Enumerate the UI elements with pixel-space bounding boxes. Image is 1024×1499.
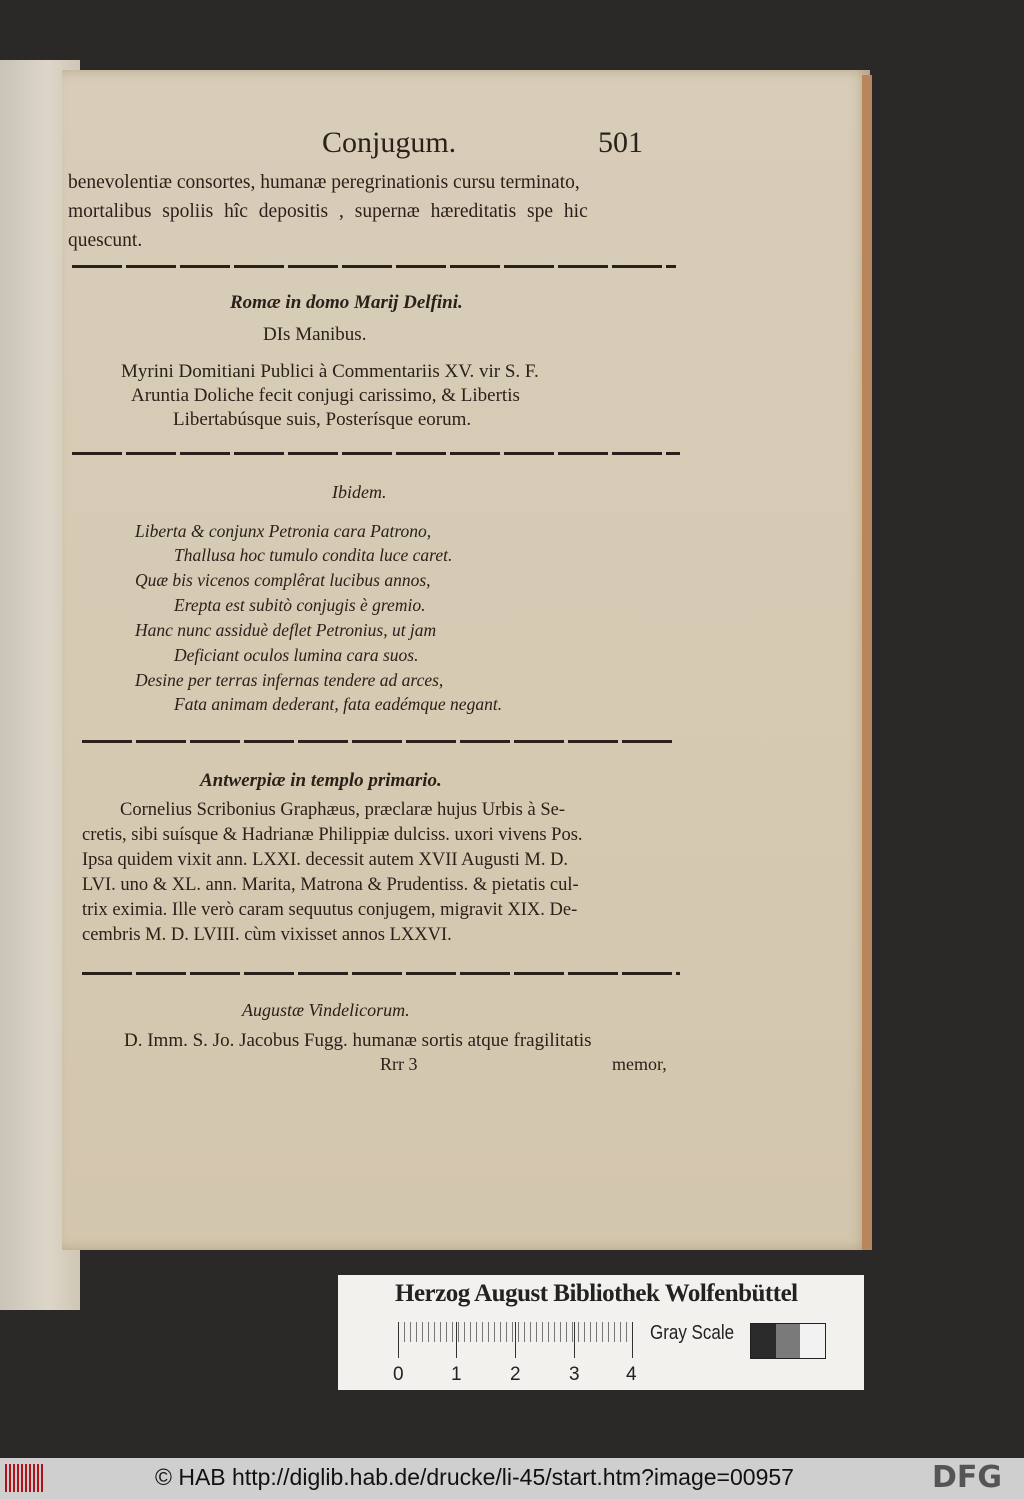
hab-logo-icon: [5, 1464, 43, 1492]
text-line: LVI. uno & XL. ann. Marita, Matrona & Prudentiss. & pietatis cul-: [82, 875, 579, 895]
text-line: Myrini Domitiani Publici à Commentariis XV. vir S. F.: [121, 361, 539, 382]
verse-line: Erepta est subitò conjugis è gremio.: [174, 595, 426, 615]
signature-mark: Rrr 3: [380, 1054, 418, 1074]
dfg-logo: DFG: [932, 1460, 1003, 1495]
verse-line: Hanc nunc assiduè deflet Petronius, ut jam: [135, 620, 437, 640]
verse-line: Liberta & conjunx Petronia cara Patrono,: [135, 521, 432, 541]
copyright-link[interactable]: © HAB http://diglib.hab.de/drucke/li-45/start.htm?image=00957: [155, 1464, 794, 1490]
verse-line: Quæ bis vicenos complêrat lucibus annos,: [135, 570, 431, 590]
gray-scale-swatch: [750, 1323, 826, 1359]
page-number: 501: [598, 126, 643, 159]
catchword: memor,: [612, 1054, 667, 1074]
text-line: cretis, sibi suísque & Hadrianæ Philippiæ dulciss. uxori vivens Pos.: [82, 825, 583, 845]
section-divider: [72, 265, 676, 268]
gray-scale-label: Gray Scale: [650, 1322, 735, 1344]
swatch-light: [800, 1324, 825, 1358]
section-heading: Ibidem.: [332, 482, 387, 502]
ruler-tick: [456, 1322, 457, 1358]
text-line: DIs Manibus.: [263, 324, 367, 345]
ruler-number: 2: [510, 1364, 521, 1385]
ruler-tick: [515, 1322, 516, 1358]
section-heading: Romæ in domo Marij Delfini.: [230, 292, 463, 313]
text-line: Ipsa quidem vixit ann. LXXI. decessit autem XVII Augusti M. D.: [82, 850, 569, 870]
text-line: quescunt.: [68, 230, 143, 251]
library-name: Herzog August Bibliothek Wolfenbüttel: [395, 1280, 798, 1307]
verse-line: Thallusa hoc tumulo condita luce caret.: [174, 545, 453, 565]
verse-line: Deficiant oculos lumina cara suos.: [174, 645, 419, 665]
section-divider: [72, 452, 680, 455]
text-line: D. Imm. S. Jo. Jacobus Fugg. humanæ sortis atque fragilitatis: [124, 1030, 592, 1051]
ruler: [398, 1322, 634, 1342]
text-line: benevolentiæ consortes, humanæ peregrinationis cursu terminato,: [68, 172, 580, 193]
section-divider: [82, 972, 680, 975]
swatch-mid: [776, 1324, 801, 1358]
text-line: cembris M. D. LVIII. cùm vixisset annos LXXVI.: [82, 925, 452, 945]
swatch-dark: [751, 1324, 776, 1358]
ruler-tick: [632, 1322, 633, 1358]
running-head: Conjugum.: [322, 126, 457, 159]
section-heading: Antwerpiæ in templo primario.: [200, 770, 442, 791]
text-line: Cornelius Scribonius Graphæus, præclaræ hujus Urbis à Se-: [120, 800, 565, 820]
text-line: mortalibus spoliis hîc depositis , supernæ hæreditatis spe hic: [68, 201, 588, 222]
ruler-number: 4: [626, 1364, 637, 1385]
ruler-tick: [398, 1322, 399, 1358]
ruler-number: 3: [569, 1364, 580, 1385]
section-divider: [82, 740, 674, 743]
verse-line: Fata animam dederant, fata eadémque negant.: [174, 694, 503, 714]
ruler-number: 1: [451, 1364, 462, 1385]
ruler-number: 0: [393, 1364, 404, 1385]
section-heading: Augustæ Vindelicorum.: [242, 1000, 410, 1020]
page-edge: [862, 75, 872, 1250]
text-line: Libertabúsque suis, Posterísque eorum.: [173, 409, 472, 430]
verse-line: Desine per terras infernas tendere ad arces,: [135, 670, 444, 690]
text-line: Aruntia Doliche fecit conjugi carissimo, & Libertis: [131, 385, 520, 406]
ruler-tick: [574, 1322, 575, 1358]
text-line: trix eximia. Ille verò caram sequutus conjugem, migravit XIX. De-: [82, 900, 578, 920]
